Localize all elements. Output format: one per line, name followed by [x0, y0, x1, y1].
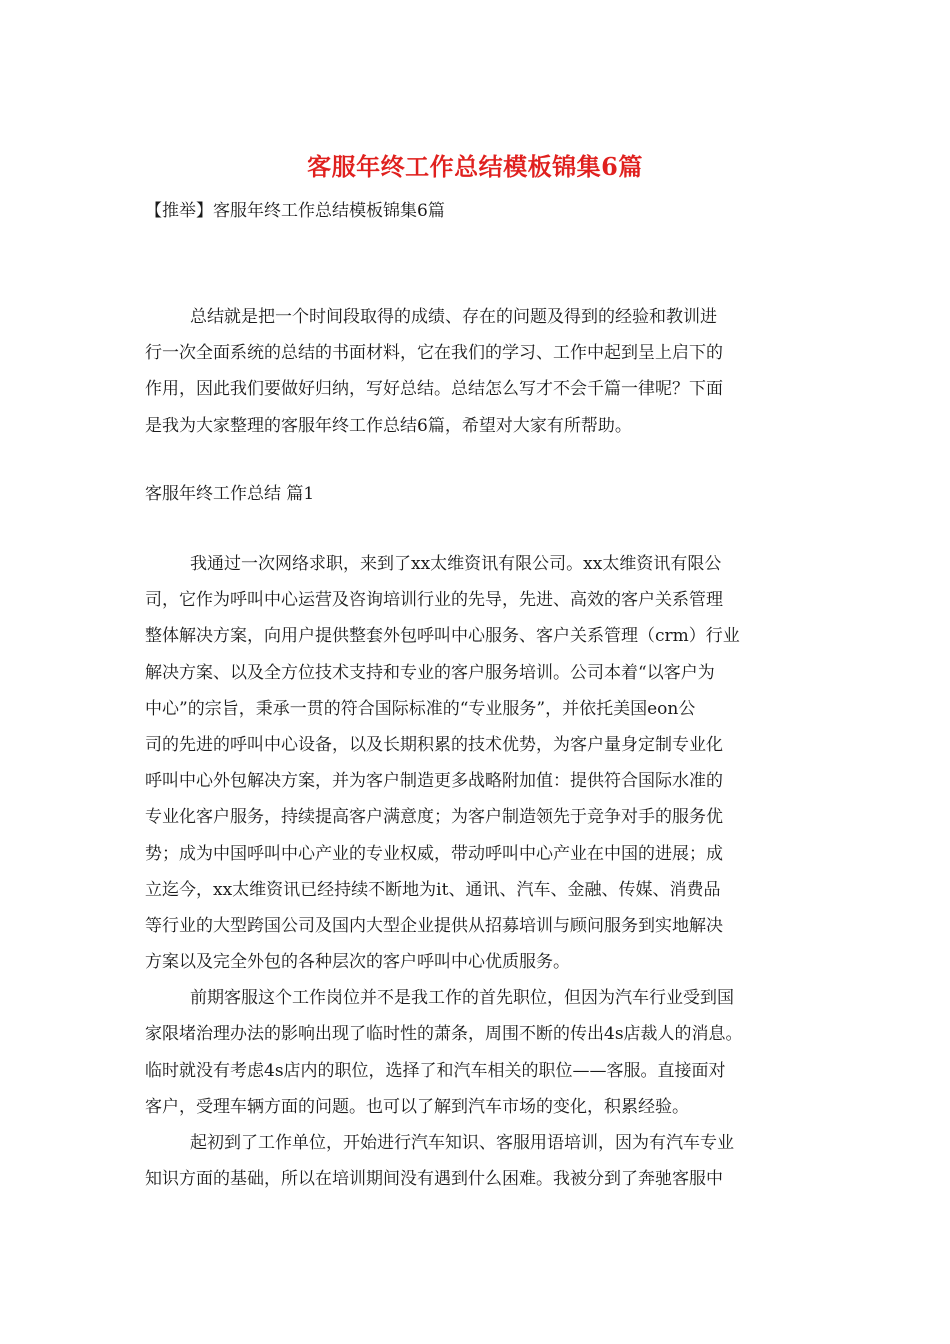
text-line: 整体解决方案，向用户提供整套外包呼叫中心服务、客户关系管理（crm）行业 — [145, 626, 740, 647]
text-line: 司，它作为呼叫中心运营及咨询培训行业的先导，先进、高效的客户关系管理 — [145, 590, 723, 611]
text-line: 总结就是把一个时间段取得的成绩、存在的问题及得到的经验和教训进 — [190, 307, 717, 327]
text-line: 势；成为中国呼叫中心产业的专业权威，带动呼叫中心产业在中国的进展；成 — [145, 843, 723, 864]
text-line: 方案以及完全外包的各种层次的客户呼叫中心优质服务。 — [145, 952, 570, 973]
text-line: 立迄今，xx太维资讯已经持续不断地为it、通讯、汽车、金融、传媒、消费品 — [145, 879, 721, 900]
text-line: 家限堵治理办法的影响出现了临时性的萧条，周围不断的传出4s店裁人的消息。 — [145, 1024, 743, 1045]
intro-paragraph — [145, 299, 825, 444]
text-line: 作用，因此我们要做好归纳，写好总结。总结怎么写才不会千篇一律呢？下面 — [145, 379, 723, 400]
text-line: 是我为大家整理的客服年终工作总结6篇，希望对大家有所帮助。 — [145, 415, 632, 436]
text-line: 我通过一次网络求职，来到了xx太维资讯有限公司。xx太维资讯有限公 — [190, 554, 722, 574]
text-line: 解决方案、以及全方位技术支持和专业的客户服务培训。公司本着“以客户为 — [145, 662, 715, 683]
text-line: 行一次全面系统的总结的书面材料，它在我们的学习、工作中起到呈上启下的 — [145, 343, 723, 364]
document-title: 客服年终工作总结模板锦集6篇 — [307, 152, 643, 181]
text-line: 呼叫中心外包解决方案，并为客户制造更多战略附加值：提供符合国际水准的 — [145, 771, 723, 792]
section-body — [145, 546, 825, 1197]
text-line: 起初到了工作单位，开始进行汽车知识、客服用语培训，因为有汽车专业 — [190, 1133, 734, 1153]
text-line: 临时就没有考虑4s店内的职位，选择了和汽车相关的职位——客服。直接面对 — [145, 1060, 726, 1081]
section-heading: 客服年终工作总结 篇1 — [145, 484, 315, 504]
text-line: 前期客服这个工作岗位并不是我工作的首先职位，但因为汽车行业受到国 — [190, 988, 734, 1009]
text-line: 客户，受理车辆方面的问题。也可以了解到汽车市场的变化，积累经验。 — [145, 1096, 689, 1117]
text-line: 中心”的宗旨，秉承一贯的符合国际标准的“专业服务”，并依托美国eon公 — [145, 698, 696, 719]
text-line: 知识方面的基础，所以在培训期间没有遇到什么困难。我被分到了奔驰客服中 — [145, 1169, 723, 1190]
text-line: 司的先进的呼叫中心设备，以及长期积累的技术优势，为客户量身定制专业化 — [145, 734, 723, 755]
text-line: 等行业的大型跨国公司及国内大型企业提供从招募培训与顾问服务到实地解决 — [145, 915, 723, 936]
text-line: 专业化客户服务，持续提高客户满意度；为客户制造领先于竞争对手的服务优 — [145, 807, 723, 828]
document-subtitle: 【推举】客服年终工作总结模板锦集6篇 — [145, 201, 445, 221]
